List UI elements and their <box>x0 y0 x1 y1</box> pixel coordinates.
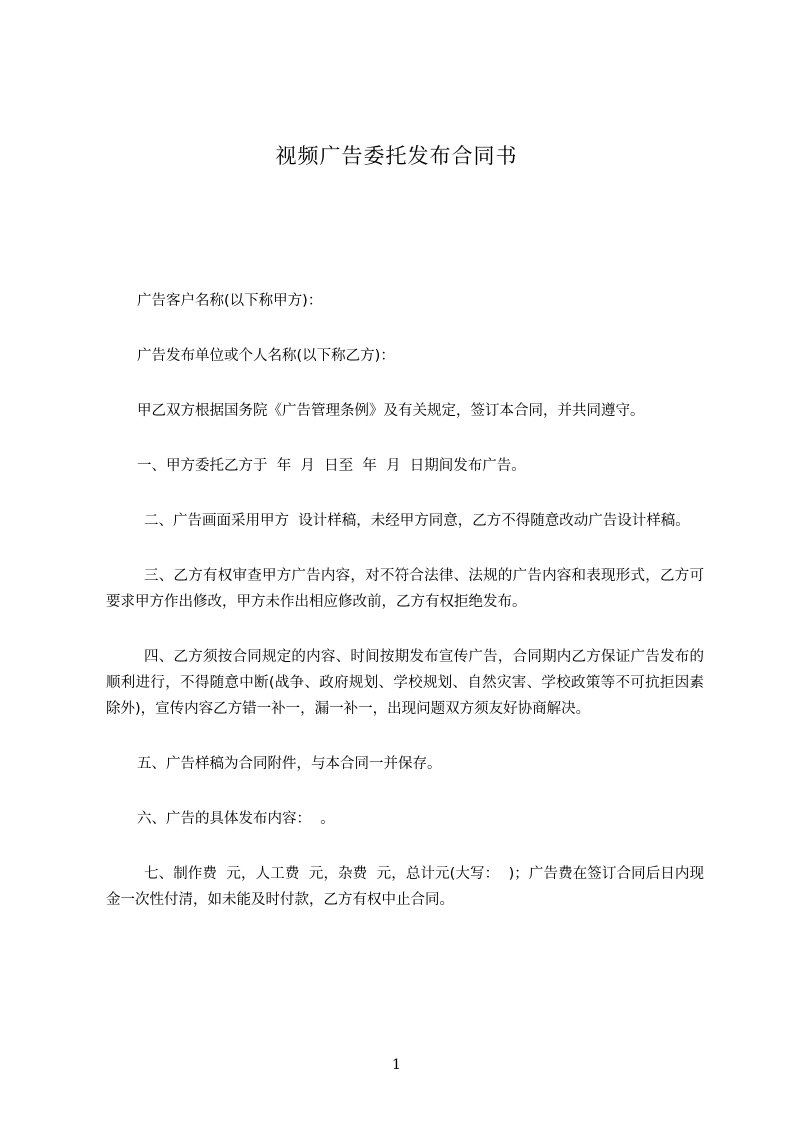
clause-6: 六、广告的具体发布内容： 。 <box>137 811 335 827</box>
clause-1: 一、甲方委托乙方于 年 月 日至 年 月 日期间发布广告。 <box>137 458 526 474</box>
clause-7: 七、制作费 元，人工费 元，杂费 元，总计元(大写： )；广告费在签订合同后日内现金一次性付清，如未能及时付款，乙方有权中止合同。 <box>106 866 704 908</box>
page-number: 1 <box>392 1057 401 1073</box>
document-title: 视频广告委托发布合同书 <box>275 144 518 168</box>
paragraph-party-b: 广告发布单位或个人名称(以下称乙方)： <box>137 348 395 364</box>
paragraph-preamble: 甲乙双方根据国务院《广告管理条例》及有关规定，签订本合同，并共同遵守。 <box>137 403 645 419</box>
clause-2: 二、广告画面采用甲方 设计样稿，未经甲方同意，乙方不得随意改动广告设计样稿。 <box>144 513 690 529</box>
contract-body <box>106 288 704 942</box>
clause-5: 五、广告样稿为合同附件，与本合同一并保存。 <box>137 756 442 772</box>
clause-4: 四、乙方须按合同规定的内容、时间按期发布宣传广告，合同期内乙方保证广告发布的顺利进行，不得随意中断(战争、政府规划、学校规划、自然灾害、学校政策等不可抗拒因素除外)，宣传内容乙方错一补一，漏一补一，出现问题双方须友好协商解决。 <box>106 649 704 717</box>
clause-3: 三、乙方有权审查甲方广告内容，对不符合法律、法规的广告内容和表现形式，乙方可要求甲方作出修改，甲方未作出相应修改前，乙方有权拒绝发布。 <box>106 568 704 610</box>
paragraph-party-a: 广告客户名称(以下称甲方)： <box>137 293 323 309</box>
